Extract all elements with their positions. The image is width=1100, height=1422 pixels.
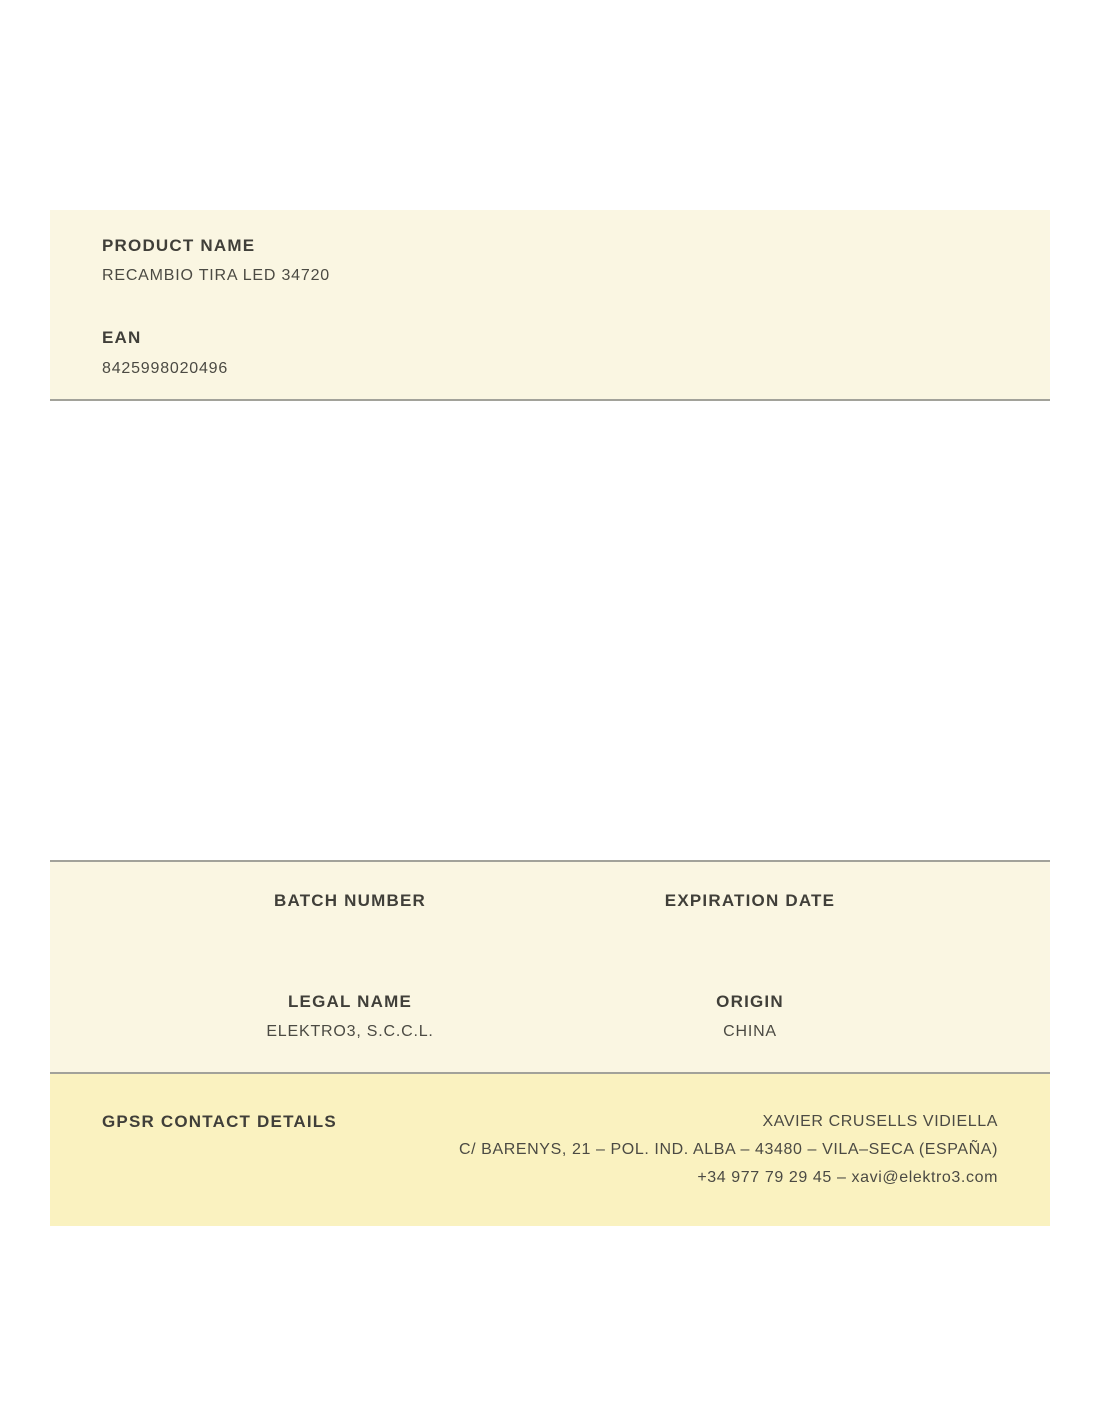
expiration-date-value xyxy=(550,920,950,940)
product-panel xyxy=(50,210,1050,401)
origin-field xyxy=(550,992,950,1041)
product-name-label: PRODUCT NAME xyxy=(102,236,256,255)
product-name-value: RECAMBIO TIRA LED 34720 xyxy=(102,267,330,285)
gpsr-title: GPSR CONTACT DETAILS xyxy=(102,1111,337,1131)
batch-number-label: BATCH NUMBER xyxy=(274,890,426,910)
expiration-date-label: EXPIRATION DATE xyxy=(664,890,836,910)
origin-label: ORIGIN xyxy=(716,992,784,1012)
ean-label: EAN xyxy=(102,328,142,348)
batch-number-value xyxy=(150,920,550,940)
origin-value: CHINA xyxy=(723,1022,777,1040)
legal-name-value: ELEKTRO3, S.C.C.L. xyxy=(266,1022,434,1040)
gpsr-contact-address: C/ BARENYS, 21 – POL. IND. ALBA – 43480 – VILA–SECA (ESPAÑA) xyxy=(458,1140,998,1158)
traceability-row-2 xyxy=(150,992,950,1041)
expiration-date-field xyxy=(550,891,950,940)
gpsr-contact-name: XAVIER CRUSELLS VIDIELLA xyxy=(762,1112,998,1130)
traceability-panel xyxy=(50,860,1050,1074)
gpsr-contact-block xyxy=(459,1108,998,1192)
gpsr-contact-phone-email: +34 977 79 29 45 – xavi@elektro3.com xyxy=(697,1168,998,1186)
traceability-row-1 xyxy=(150,891,950,940)
legal-name-label: LEGAL NAME xyxy=(287,992,413,1012)
ean-value: 8425998020496 xyxy=(102,359,229,377)
legal-name-field xyxy=(150,992,550,1041)
ean-field xyxy=(102,328,998,378)
batch-number-field xyxy=(150,891,550,940)
product-name-field xyxy=(102,236,998,286)
gpsr-panel xyxy=(50,1074,1050,1226)
